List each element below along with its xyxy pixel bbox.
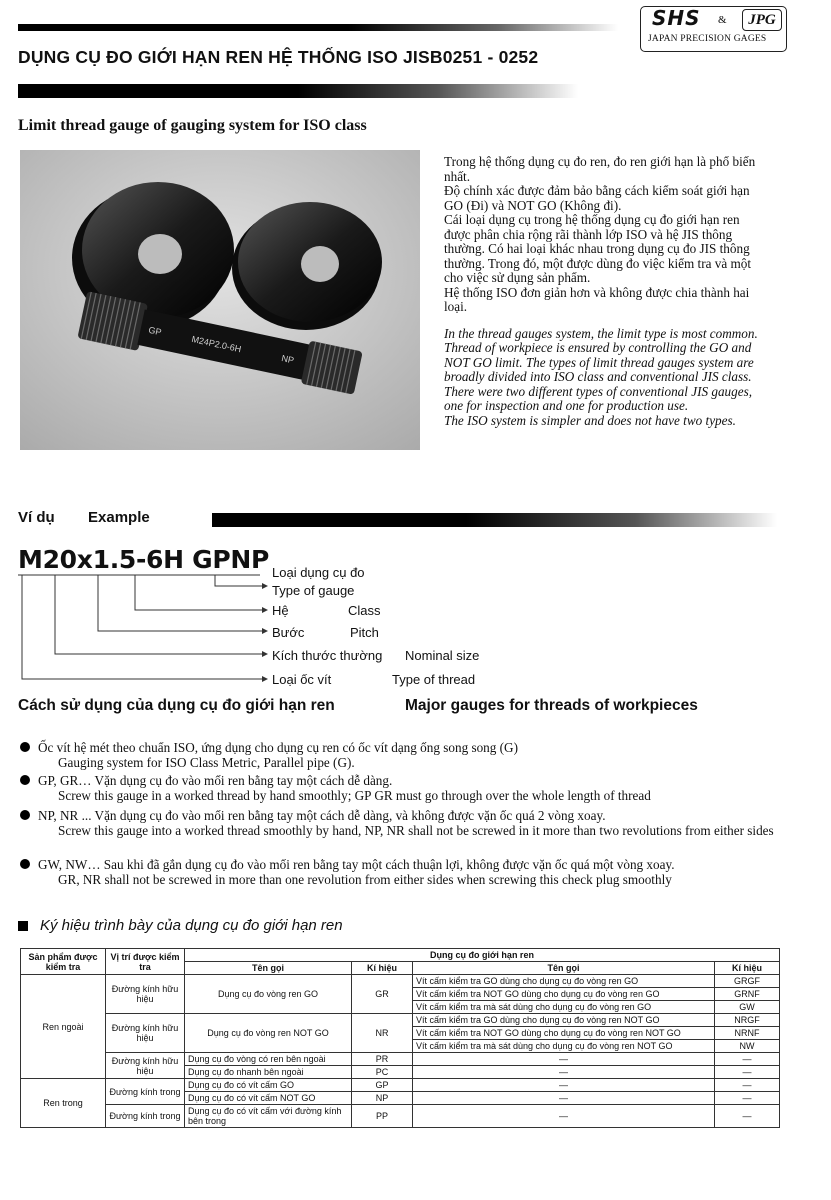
- square-bullet-icon: [18, 921, 28, 931]
- example-label-en: Example: [88, 509, 150, 526]
- table-row: [21, 1014, 780, 1027]
- symbols-title: Ký hiệu trình bày của dụng cụ đo giới hạn ren: [40, 917, 343, 934]
- usage-item-3: [38, 808, 793, 838]
- cell-sub-symbol: GW: [715, 1001, 780, 1014]
- cell-nr-symbol: NR: [352, 1014, 413, 1053]
- symbols-table: [20, 948, 780, 1128]
- cell-dash: —: [715, 1105, 780, 1128]
- cell-position: Đường kính hữu hiệu: [106, 1053, 185, 1079]
- cell-sub-name: Vít cấm kiểm tra mà sát dùng cho dụng cụ đo vòng ren NOT GO: [413, 1040, 715, 1053]
- cell-dash: —: [413, 1053, 715, 1066]
- cell-pp-name: Dụng cụ đo có vít cấm với đường kính bên trong: [185, 1105, 352, 1128]
- usage-item-3-en: Screw this gauge into a worked thread smoothly by hand, NP, NR shall not be screwed in it more than two revolutions from either sides: [58, 823, 774, 838]
- cell-position: Đường kính trong: [106, 1079, 185, 1105]
- part-class-vn: Hệ: [272, 603, 289, 618]
- part-size-en: Nominal size: [405, 648, 480, 663]
- shs-logo-text: SHS: [652, 6, 701, 30]
- part-gauge-type-vn: Loại dụng cụ đo: [272, 565, 365, 580]
- cell-dash: —: [715, 1066, 780, 1079]
- usage-item-1: [38, 740, 831, 770]
- col-group: Dụng cụ đo giới hạn ren: [185, 949, 780, 962]
- cell-sub-symbol: GRGF: [715, 975, 780, 988]
- part-thread-vn: Loại ốc vít: [272, 672, 332, 687]
- cell-gr-name: Dụng cụ đo vòng ren GO: [185, 975, 352, 1014]
- cell-pp-symbol: PP: [352, 1105, 413, 1128]
- cell-sub-name: Vít cấm kiểm tra NOT GO dùng cho dụng cụ đo vòng ren NOT GO: [413, 1027, 715, 1040]
- col-sub-symbol: Kí hiệu: [715, 962, 780, 975]
- desc-vn-2: Độ chính xác được đảm bảo bằng cách kiểm soát giới hạn GO (Đi) và NOT GO (Không đi).: [444, 183, 750, 213]
- cell-pr-name: Dụng cụ đo vòng có ren bên ngoài: [185, 1053, 352, 1066]
- cell-dash: —: [715, 1053, 780, 1066]
- cell-sub-name: Vít cấm kiểm tra mà sát dùng cho dụng cụ đo vòng ren GO: [413, 1001, 715, 1014]
- part-thread-en: Type of thread: [392, 672, 476, 687]
- usage-title-vn: Cách sử dụng của dụng cụ đo giới hạn ren: [18, 697, 335, 714]
- cell-ren-trong: Ren trong: [21, 1079, 106, 1128]
- cell-sub-name: Vít cấm kiểm tra GO dùng cho dụng cụ đo vòng ren NOT GO: [413, 1014, 715, 1027]
- usage-item-4: [38, 857, 793, 887]
- bullet-icon: [20, 810, 30, 820]
- cell-gp-symbol: GP: [352, 1079, 413, 1092]
- bullet-icon: [20, 775, 30, 785]
- usage-item-4-en: GR, NR shall not be screwed in more than one revolution from either sides when screwing this check plug smoothly: [58, 872, 672, 887]
- table-row: [21, 975, 780, 988]
- cell-dash: —: [413, 1079, 715, 1092]
- cell-position: Đường kính hữu hiệu: [106, 1014, 185, 1053]
- desc-en-1: In the thread gauges system, the limit type is most common. Thread of workpiece is ensured by controlling the GO and NOT GO limit. The types of limit thread gauges system are broadly divided into ISO class and conventional JIS class. There were two different types of conventional JIS gauges, one for inspection and one for production use.: [444, 325, 758, 413]
- cell-pr-symbol: PR: [352, 1053, 413, 1066]
- jpg-logo-text: JPG: [742, 9, 782, 31]
- cell-dash: —: [413, 1092, 715, 1105]
- table-row: [21, 1079, 780, 1092]
- logo-subtitle: JAPAN PRECISION GAGES: [648, 34, 767, 44]
- cell-gr-symbol: GR: [352, 975, 413, 1014]
- plug-label-gp: GP: [147, 324, 163, 338]
- usage-item-3-vn: NP, NR ... Vặn dụng cụ đo vào mối ren bằng tay một cách dễ dàng, và không được vặn ốc quá 2 vòng xoay.: [38, 808, 606, 823]
- col-position: Vị trí được kiểm tra: [106, 949, 185, 975]
- usage-item-2-vn: GP, GR… Vặn dụng cụ đo vào mối ren bằng tay một cách dễ dàng.: [38, 773, 393, 788]
- col-sub-name: Tên gọi: [413, 962, 715, 975]
- part-class-en: Class: [348, 603, 381, 618]
- cell-dash: —: [413, 1105, 715, 1128]
- cell-pc-name: Dụng cụ đo nhanh bên ngoài: [185, 1066, 352, 1079]
- example-label-vn: Ví dụ: [18, 509, 55, 526]
- cell-sub-name: Vít cấm kiểm tra GO dùng cho dụng cụ đo vòng ren GO: [413, 975, 715, 988]
- part-gauge-type-en: Type of gauge: [272, 583, 355, 598]
- desc-vn-3: Cái loại dụng cụ trong hệ thống dụng cụ đo giới hạn ren được phân chia rộng rãi thành lớp ISO và hệ JIS thông thường. Có hai loại khác nhau trong dụng cụ đo JIS thông thường. Trong đó, một được dùng đo việc kiểm tra và một cho việc sử dụng sản phẩm.: [444, 212, 751, 285]
- cell-sub-symbol: NRGF: [715, 1014, 780, 1027]
- col-symbol: Kí hiệu: [352, 962, 413, 975]
- cell-sub-name: Vít cấm kiểm tra NOT GO dùng cho dụng cụ đo vòng ren GO: [413, 988, 715, 1001]
- page-title-en: Limit thread gauge of gauging system for ISO class: [18, 117, 367, 134]
- usage-item-1-en: Gauging system for ISO Class Metric, Parallel pipe (G).: [58, 755, 355, 770]
- bullet-icon: [20, 859, 30, 869]
- part-pitch-vn: Bước: [272, 625, 305, 640]
- plug-label-size: M24P2.0-6H: [190, 333, 243, 355]
- cell-nr-name: Dụng cụ đo vòng ren NOT GO: [185, 1014, 352, 1053]
- part-pitch-en: Pitch: [350, 625, 379, 640]
- cell-np-name: Dụng cụ đo có vít cấm NOT GO: [185, 1092, 352, 1105]
- usage-item-4-vn: GW, NW… Sau khi đã gắn dụng cụ đo vào mối ren bằng tay một cách thuận lợi, không được vặn ốc quá một vòng xoay.: [38, 857, 675, 872]
- page-title-vn: DỤNG CỤ ĐO GIỚI HẠN REN HỆ THỐNG ISO JISB0251 - 0252: [18, 47, 539, 67]
- cell-dash: —: [715, 1079, 780, 1092]
- usage-item-1-vn: Ốc vít hệ mét theo chuẩn ISO, ứng dụng cho dụng cụ ren có ốc vít dạng ống song song (G): [38, 740, 518, 755]
- bullet-icon: [20, 742, 30, 752]
- example-code: M20x1.5-6H GPNP: [18, 545, 270, 574]
- cell-sub-symbol: GRNF: [715, 988, 780, 1001]
- cell-sub-symbol: NW: [715, 1040, 780, 1053]
- plug-label-np: NP: [280, 353, 295, 366]
- part-size-vn: Kích thước thường: [272, 648, 383, 663]
- usage-title-en: Major gauges for threads of workpieces: [405, 697, 698, 714]
- table-row: [21, 1053, 780, 1066]
- usage-item-2: [38, 773, 831, 803]
- cell-ren-ngoai: Ren ngoài: [21, 975, 106, 1079]
- desc-vn-4: Hệ thống ISO đơn giản hơn và không được chia thành hai loại.: [444, 284, 750, 314]
- cell-pc-symbol: PC: [352, 1066, 413, 1079]
- cell-position: Đường kính trong: [106, 1105, 185, 1128]
- cell-gp-name: Dụng cụ đo có vít cấm GO: [185, 1079, 352, 1092]
- cell-dash: —: [413, 1066, 715, 1079]
- cell-sub-symbol: NRNF: [715, 1027, 780, 1040]
- col-name: Tên gọi: [185, 962, 352, 975]
- table-row: [21, 1105, 780, 1128]
- cell-dash: —: [715, 1092, 780, 1105]
- col-product: Sản phẩm được kiểm tra: [21, 949, 106, 975]
- desc-vn-1: Trong hệ thống dụng cụ đo ren, đo ren giới hạn là phổ biến nhất.: [444, 154, 756, 184]
- usage-item-2-en: Screw this gauge in a worked thread by hand smoothly; GP GR must go through over the whole length of thread: [58, 788, 651, 803]
- cell-np-symbol: NP: [352, 1092, 413, 1105]
- logo-ampersand: &: [718, 14, 727, 26]
- cell-position: Đường kính hữu hiệu: [106, 975, 185, 1014]
- desc-en-2: The ISO system is simpler and does not have two types.: [444, 412, 736, 428]
